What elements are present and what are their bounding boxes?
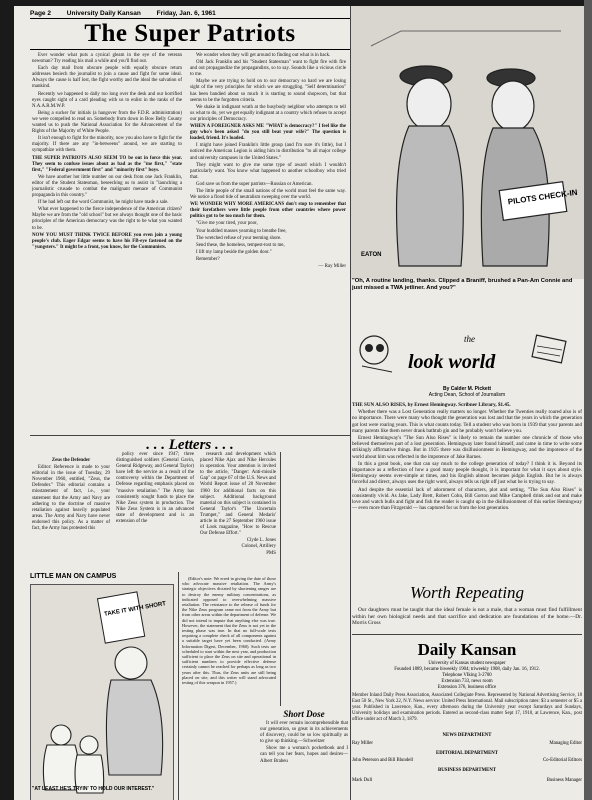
page-divider [350,6,351,800]
editorial-col1-para: If he had left out the word Communist, he might have made a sale. [38,200,169,206]
mast-line-5: Extension 376, business office [437,684,497,690]
staff-role-2: Co-Editorial Editors [542,758,582,763]
short-dose-title: Short Dose [283,709,325,719]
worth-repeating-text [352,607,582,628]
letters-rule [30,435,350,436]
letters-divider [280,452,281,706]
mast-line-1: University of Kansas student newspaper [428,661,506,666]
editorial-col2-para: They might want to give me some type of award which I wouldn't particularly want. You know what happened to another schoolboy who tried that. [190,162,346,180]
paper-name: University Daily Kansan [66,10,141,17]
editorial-col1-para: THE SUPER PATRIOTS ALSO SEEM TO be out in force this year. They seem to confuse issues about as bad as the "me first," "state first," "Federal government first" and "minority first" boys. [32,155,182,173]
editorial-column-1 [32,53,182,252]
staff-row-1 [352,741,582,747]
letters-title: . . . Letters . . . [146,437,234,453]
title-rule [30,49,350,50]
letter-part-3: research and development which placed Nike Ajax and Nike Hercules in operation. Your attention is invited to the article, "Danger: Anti-missile Gap" on page 67 of the U.S. News and World Report issue of 28 November 1960 for additional facts on this subject. Additional background material on this subject is contained in General Taylor's "The Uncertain Trumpet," and General Medaris' article in the 27 September 1960 issue of Look magazine, "How to Rescue Our Defense Effort." [200,452,276,537]
book-review-para: And despite the essential lack of adornment of characters, plot and setting, "The Sun Also Rises" is consistently vivid. As Jake, Lady Brett, Robert Cohn, Bill Gorton and Mike Campbell drink and eat and make love and watch bulls and fight and fish the reader is caught up in the disillusionment of this earlier Hemingway — even more than Fitzgerald — has captured for us from the lost generation. [352,486,582,512]
book-review-para: Whether there was a Lost Generation really matters no longer. Whether the Twenties really roared also is of no importance. There were many who thought the generation was lost and that the years in which the generation got lost were roaring years. This is what counts today. Tell a student who was born in 1939 that your parents and many parents like them never drank bathtub gin and he probably won't believe you. [352,409,582,434]
editorial-col2-para: Maybe we are trying to hold on to our democracy so hard we are losing sight of the very principles for which we are struggling. "Self determination" has been bandied about so much it is starting to sound shopworn, but that seems to be the forgotten criteria. [190,79,346,103]
cartoon-artist: EATON [361,252,382,258]
editorial-col1-para: Being a sucker for initials (a hangover from the F.D.R. administration) we were compelled to read on. Somebody from down in Bow Belly County wanted us to push the National Association for the Advancement of the Rights of the Majority of White People. [32,110,182,135]
little-man-title: LITTLE MAN ON CAMPUS [30,573,117,580]
book-logo-art [352,328,582,383]
letters-column-3 [200,452,276,558]
worth-repeating-quote: Our daughters must be taught that the ideal female is not a male, that a woman must find fulfillment within her own biological needs and that sacrifice and dedication are foundations of the home.—Dr. Morris Gross [352,607,582,627]
editorial-col1-para: Recently we happened to dally too long over the desk and our horrified eyes caught sight of a card pleading with us to enlist in the ranks of the N.A.A.R.M.W.P. [32,91,182,109]
editorial-col1-para: We have another hot little number on our desk from one Jack Franklin, editor of the Student Statesman, beseeching us to assist in "launching a journalistic crusade to combat the malignant menace of Communist propaganda in this country." [32,174,182,199]
book-byline [352,386,582,398]
editorial-col2-para: God save us from the super patriots—Russian or American. [196,181,313,187]
editorial-col2-para: Your huddled masses yearning to breathe free, [196,228,287,234]
book-review-title: THE SUN ALSO RISES, by Ernest Hemingway. Scribner Library, $1.45. [352,402,511,408]
short-dose-quote-2: Show me a woman's pocketbook and I can tell you her fears, hopes and desires—Albert Brabeu [260,746,348,764]
editorial-col1-para: It isn't enough to fight for the minority, now you also have to fight for the majority. If there are any "in-betweens" around, we are starting to sympathize with them. [32,136,182,154]
editorial-col2-para: WE WONDER WHY MORE AMERICANS don't stop to remember that their forefathers were little people from other countries where power politics got to be too much for them. [190,202,346,220]
logo-the: the [464,334,475,344]
masthead-info [352,661,582,691]
short-dose-text [260,721,348,766]
mast-rule [352,634,582,635]
editorial-col2-para: The little people of the small nations of the world must feel the same way. We notice a flood tide of neutralism sweeping over the world. [190,188,346,201]
little-man-cartoon [30,584,174,800]
editorial-col1-para: What ever happened to the fierce independence of the American citizen? Maybe we are from the "old school" but we always thought one of the basic principles of the American democracy was the right to be what you wanted to be. [32,207,182,231]
staff-role-3: Business Manager [546,778,582,783]
editorial-dept: EDITORIAL DEPARTMENT [436,751,498,756]
staff-name-3: Mark Dull [352,778,373,783]
mast-line-4: Extension 733, news room [441,678,493,684]
pilots-cartoon [350,6,584,279]
letter-part-2: policy ever since 1947; three distinguished soldiers (General Gavin, General Ridgeway, and General Taylor) have left the service as a result of the controversy within the Department of Defense regarding emphasis placed on "massive retaliation." The Army has consistently sought funds to place the Nike Zeus system in production. The Nike Zeus System is in an advanced state of development and is an extension of the [116,452,194,525]
newspaper-page [14,6,584,800]
mast-line-2: Founded 1889, became biweekly 1904; triweekly 1908, daily Jan. 16, 1912. [394,666,540,672]
letter-part-1: Editor: Reference is made to your editorial in the issue of Tuesday, 29 November 1960, entitled, "Zeus, the Defender." This editorial contains a misstatement of fact, i.e., your statement that the Army and Navy are adhering to the doctrine of massive retaliation against heavily populated areas. The Army and Navy have never endorsed this policy. As a matter of fact, the Army has protested this [32,465,110,532]
page-number: Page 2 [30,10,51,17]
editorial-col2-para: WHEN A FOREIGNER ASKS ME "WHAT is democracy?" I feel like the guy who's been asked "do you still beat your wife?" The question is loaded, friend. It's loaded. [190,124,346,142]
staff-row-3 [352,778,582,784]
logo-main: look world [408,351,496,373]
editorial-col2-para: Remember? [196,256,220,262]
letter-head: Zeus the Defender [51,458,91,463]
editor-note-text: (Editor's note: We erred in giving the date of those who advocate massive retaliation. The Army's strategic objectives dictated by shortening ranges are to destroy the enemy military concentrations, as indicated opposed to overwhelming massive retaliation. The resistance to the release of funds for the Nike Zeus program came not from the Army but from other areas within the department of defense. We did not intend to impute that anything else was true. However, the statement that the Zeus is not yet in the testing phase was true. In that no full-scale tests requiring a complete check of all components against a suitable target have yet been conducted. (Army Information Digest, December, 1960). Such tests are scheduled to start within the next year, and production sufficient to place the Zeus on site and operational in sufficient numbers to provide effective defense certainly cannot be reached for perhaps as long as two years after this. Thus, the Zeus units are still being placed on site, and this writer will stand advocated testing of this weapon in 1957.) [182,576,276,686]
pilots-cartoon-drawing [351,6,584,279]
staff-name-2: John Peterson and Bill Blundell [352,758,414,763]
editorial-col1-para: Each day mail from obscure people with equally obscure return addresses besiech the journalist to join a cause and fight for some ideal. Always the cause is half lost, the fight worthy and the ideal the salvation of mankind. [32,66,182,90]
little-man-drawing [31,585,173,800]
editorial-column-2 [190,53,346,271]
worth-repeating-title: Worth Repeating [409,583,525,602]
header-rule [30,18,350,19]
editorial-col2-para: Old Jack Franklin and his "Student Statesman" want to fight fire with fire and out propagandize the propagandists, so to say. Sounds like a vicious circle to me. [190,60,346,78]
editorial-col2-para: Send these, the homeless, tempest-tost to me, [196,242,285,248]
look-world-logo [352,328,582,383]
staff-role-1: Managing Editor [549,741,582,746]
editorial-col2-para: I lift my lamp beside the golden door." [196,249,272,255]
mast-notice-text: Member Inland Daily Press Association, Associated Collegiate Press. Represented by National Advertising Service, 18 East 50 St., New York 22, N.Y. News service: United Press International. Mail subscription rates: $3 a semester or $5 a year. Published in Lawrence, Kan., every afternoon during the University year except Saturdays and Sundays, University holidays and examination periods. Entered as second-class matter Sept 17, 1910, at Lawrence, Kan., post office under act of March 3, 1879. [352,693,582,722]
book-author: By Calder M. Pickett [442,386,492,392]
short-dose-quote-1: It will ever remain incomprehensible that our generation, so great in its achievements of discovery, could be so low spiritually as to give up thinking.—Schweitzer [260,721,348,745]
little-man-sign: TAKE IT WITH SHORT [103,601,167,618]
masthead-notice [352,693,582,724]
book-author-role: Acting Dean, School of Journalism [428,392,506,398]
editorial-col2-para: We shake in indignant wrath at the busybody neighbor who attempts to tell us what to do, yet we get equally indignant at a country which refuses to accept our principles of Democracy. [190,104,346,122]
editorial-col2-para: We wonder when they will get around to finding out what is in back. [196,53,331,58]
masthead-title: Daily Kansan [417,640,517,659]
letter-signature: Clyde L. Jones Colonel, Artillery PMS [241,538,276,556]
letters-column-2 [116,452,194,526]
scan-edge [584,0,592,800]
issue-date: Friday, Jan. 6, 1961 [156,10,216,17]
mast-line-3: Telephone VIking 3-2700 [442,672,492,678]
news-dept: NEWS DEPARTMENT [442,733,492,738]
letters-column-1 [32,458,110,533]
editorial-col2-para: I might have joined Franklin's little group (and I'm sure it's little), but I noticed the American Legion is aiding him in distribution "to all major college and university campuses in the United States." [190,143,346,161]
editorial-col2-para: The wretched refuse of your teeming shore. [196,235,282,241]
pilots-caption: "Oh, A routine landing, thanks. Clipped a Braniff, brushed a Pan-Am Connie and just missed a TWA jetliner. And you?" [352,278,573,291]
editorial-col2-para: "Give me your tired, your poor, [196,221,258,227]
editorial-col2-para: — Ray Miller [318,264,346,269]
book-review-para: In this a great book, one that can say much to the college generation of today? I think it is. Beyond its importance as a reflection of how a good many people thought, it is important for what it says about style. Hemingway seems over-simple at times, and his English almost becomes pidgin English. But he is always forceful and direct, always uses the right word, always tells us right off just what he is trying to say. [352,460,582,486]
editorial-col1-para: Ever wonder what puts a cynical gleam in the eye of the veteran newsman? Try reading his mail a while and you'll find out. [32,53,182,65]
book-review-text [352,402,582,512]
business-dept: BUSINESS DEPARTMENT [438,768,496,773]
staff-row-2 [352,758,582,764]
editor-note [182,576,276,686]
cartoon-divider [178,572,179,800]
staff-name-1: Ray Miller [352,741,373,746]
pilots-sign: PILOTS CHECK-IN [507,187,579,207]
editorial-col1-para: NOW YOU MUST THINK TWICE BEFORE you even join a young people's club. Eager Edgar seems to have his FB-eye fastened on the "yungsters." It might be a front, you know, for the Communists. [32,232,182,250]
page-header [30,10,350,17]
book-review-para: Ernest Hemingway's "The Sun Also Rises" is likely to remain the number one chronicle of those who believed themselves part of a lost generation. Hemingway later found himself, and came in time to write some strikingly affirmative things. But in 1925 there was disillusionment in Hemingway, and the impotence of the world about him was reflected in the impotence of Jake Barnes. [352,435,582,460]
little-man-caption: "AT LEAST HE'S TRYIN' TO HOLD OUR INTEREST." [32,786,155,792]
editorial-title: The Super Patriots [84,20,296,47]
